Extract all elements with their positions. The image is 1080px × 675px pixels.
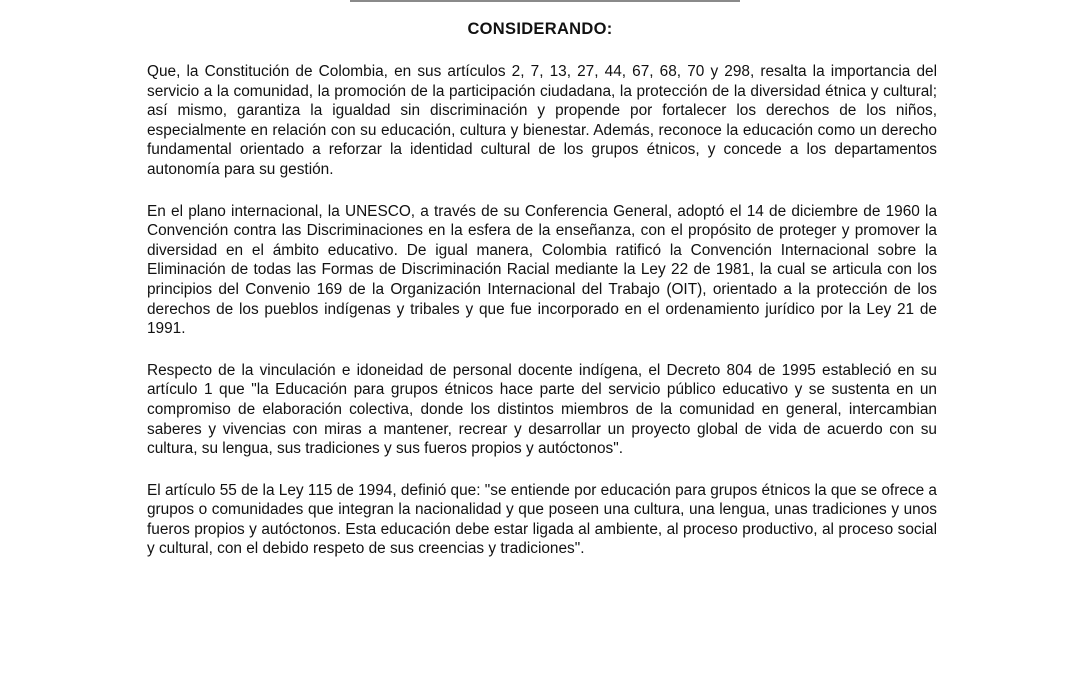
paragraph-constitution: Que, la Constitución de Colombia, en sus artículos 2, 7, 13, 27, 44, 67, 68, 70 y 298, resalta la importancia del servicio a la comunidad, la promoción de la participación ciudadana, la protección de la diversidad étnica y cultural; así mismo, garantiza la igualdad sin discriminación y propende por fortalecer los derechos de los niños, especialmente en relación con su educación, cultura y bienestar. Además, reconoce la educación como un derecho fundamental orientado a reforzar la identidad cultural de los grupos étnicos, y concede a los departamentos autonomía para su gestión. bbox=[147, 63, 937, 178]
top-rule-divider bbox=[350, 0, 740, 2]
paragraph-decree-804: Respecto de la vinculación e idoneidad de personal docente indígena, el Decreto 804 de 1995 estableció en su artículo 1 que "la Educación para grupos étnicos hace parte del servicio público educativo y se sustenta en un compromiso de elaboración colectiva, donde los distintos miembros de la comunidad en general, intercambian saberes y vivencias con miras a mantener, recrear y desarrollar un proyecto global de vida de acuerdo con su cultura, su lengua, sus tradiciones y sus fueros propios y autóctonos". bbox=[147, 361, 937, 458]
document-body bbox=[147, 62, 937, 581]
paragraph-law-115: El artículo 55 de la Ley 115 de 1994, definió que: "se entiende por educación para grupos étnicos la que se ofrece a grupos o comunidades que integran la nacionalidad y que poseen una cultura, una lengua, unas tradiciones y unos fueros propios y autóctonos. Esta educación debe estar ligada al ambiente, al proceso productivo, al proceso social y cultural, con el debido respeto de sus creencias y tradiciones". bbox=[147, 481, 937, 558]
paragraph-international: En el plano internacional, la UNESCO, a través de su Conferencia General, adoptó el 14 de diciembre de 1960 la Convención contra las Discriminaciones en la esfera de la enseñanza, con el propósito de proteger y promover la diversidad en el ámbito educativo. De igual manera, Colombia ratificó la Convención Internacional sobre la Eliminación de todas las Formas de Discriminación Racial mediante la Ley 22 de 1981, la cual se articula con los principios del Convenio 169 de la Organización Internacional del Trabajo (OIT), orientado a la protección de los derechos de los pueblos indígenas y tribales y que fue incorporado en el ordenamiento jurídico por la Ley 21 de 1991. bbox=[147, 202, 937, 338]
section-heading: CONSIDERANDO: bbox=[467, 20, 613, 38]
